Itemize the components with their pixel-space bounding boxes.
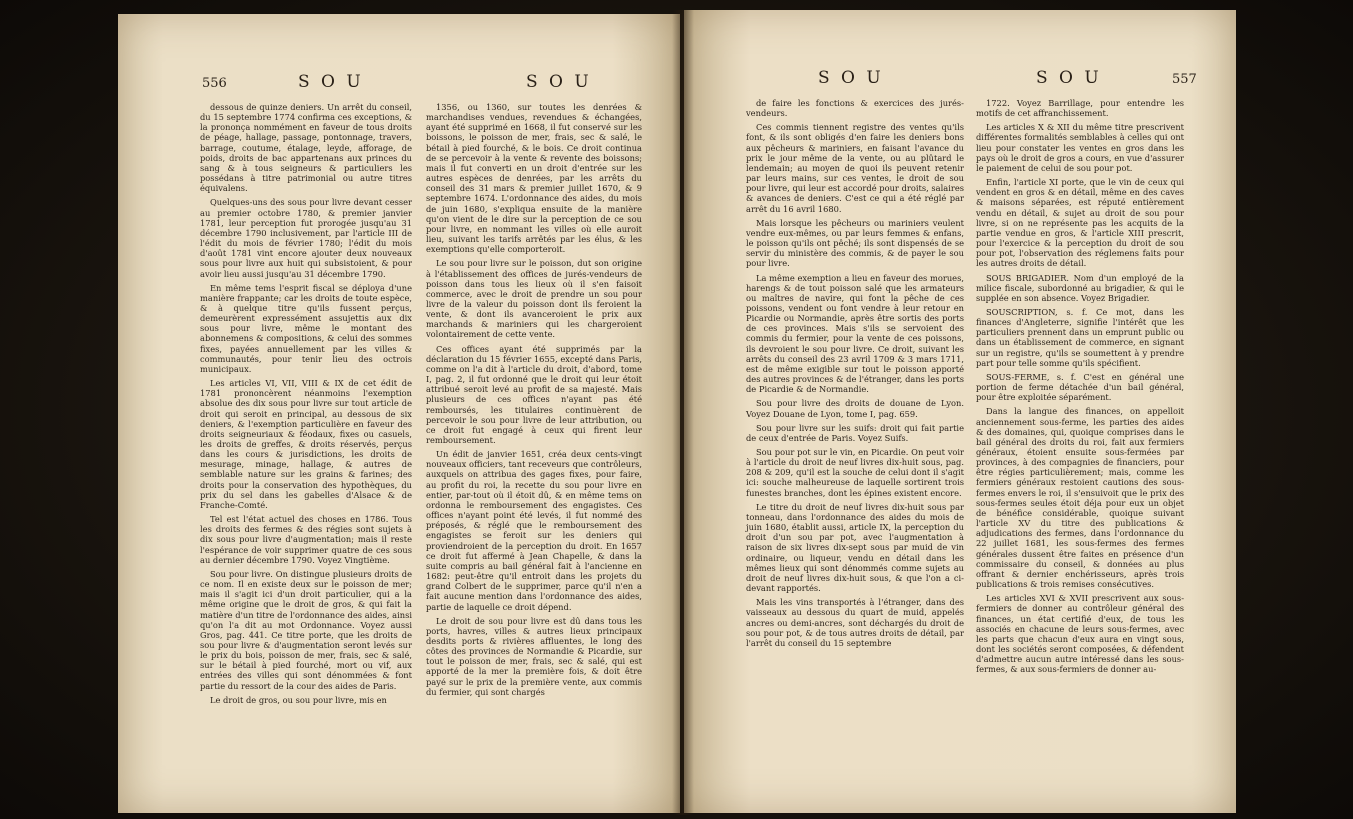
paragraph: SOUSCRIPTION, s. f. Ce mot, dans les finances d'Angleterre, signifie l'intérêt que les particuliers prennent dans un emprunt public ou dans un établissement de commerce, en signant sur un registre, qu'ils se soumettent à y prendre part pour telle somme qu'ils spécifient. xyxy=(976,306,1184,368)
paragraph: Sou pour livre des droits de douane de Lyon. Voyez Douane de Lyon, tome I, pag. 659. xyxy=(746,398,964,419)
paragraph: SOUS BRIGADIER. Nom d'un employé de la milice fiscale, subordonné au brigadier, & qui le supplée en son absence. Voyez Brigadier. xyxy=(976,272,1184,303)
paragraph: Le sou pour livre sur le poisson, dut son origine à l'établissement des offices de jurés-vendeurs de poisson dans tous les lieux où il s'en faisoit commerce, avec le droit de prendre un sou pour livre de la valeur du poisson dont ils feroient la vente, & dont ils avanceroient le prix aux marchands & mariniers qui les chargeroient volontairement de cette vente. xyxy=(426,258,642,340)
paragraph: Ces commis tiennent registre des ventes qu'ils font, & ils sont obligés d'en faire les deniers bons aux pêcheurs & mariniers, en faisant l'avance du prix le jour même de la vente, ou au plûtard le lendemain; au moyen de quoi ils peuvent retenir par leurs mains, sur ces ventes, le droit de sou pour livre, qui leur est accordé pour droits, salaires & avances de deniers. C'est ce qui a été réglé par arrêt du 16 avril 1680. xyxy=(746,122,964,214)
running-head-right-col1: S O U xyxy=(818,68,884,88)
right-page-column-2 xyxy=(976,98,1184,678)
paragraph: Le titre du droit de neuf livres dix-huit sous par tonneau, dans l'ordonnance des aides du mois de juin 1680, établit aussi, article IX, la perception du droit d'un sou par pot, avec l'augmentation à raison de six livres dix-sept sous par muid de vin ordinaire, ou liqueur, vendu en détail dans les mêmes lieux qui sont dénommés comme sujets au droit de neuf livres dix-huit sous, & que l'on a ci-devant rapportés. xyxy=(746,501,964,594)
paragraph: En même tems l'esprit fiscal se déploya d'une manière frappante; car les droits de toute espèce, & à quelque titre qu'ils fussent perçus, demeurèrent expressément assujettis aux dix sous pour livre, même le montant des abonnemens & compositions, & celui des sommes fixes, payées annuellement par les villes & communautés, pour tenir lieu des octrois municipaux. xyxy=(200,282,412,374)
page-number-right: 557 xyxy=(1172,72,1197,87)
left-page-column-1 xyxy=(200,102,412,709)
paragraph: Mais les vins transportés à l'étranger, dans des vaisseaux au dessous du quart de muid, appelés ancres ou demi-ancres, sont déchargés du droit de sou pour pot, & de tous autres droits de détail, par l'arrêt du conseil du 15 septembre xyxy=(746,597,964,648)
running-head-left-col2: S O U xyxy=(526,72,592,92)
left-page xyxy=(118,14,680,813)
running-head-left-col1: S O U xyxy=(298,72,364,92)
paragraph: Les articles X & XII du même titre prescrivent différentes formalités semblables à celles qui ont lieu pour constater les ventes en gros dans les pays où le droit de gros a cours, en vue d'assurer le paiement de celui de sou pour pot. xyxy=(976,122,1184,173)
paragraph: SOUS-FERME, s. f. C'est en général une portion de ferme détachée d'un bail général, pour être exploitée séparément. xyxy=(976,371,1184,403)
paragraph: de faire les fonctions & exercices des jurés-vendeurs. xyxy=(746,98,964,119)
paragraph: Le droit de gros, ou sou pour livre, mis en xyxy=(210,694,387,705)
paragraph: Quelques-uns des sous pour livre devant cesser au premier octobre 1780, & premier janvier 1781, leur perception fut prorogée jusqu'au 31 décembre 1790 inclusivement, par l'article III de l'édit du mois de février 1780; l'édit du mois d'août 1781 vint encore ajouter deux nouveaux sous pour livre aux huit qui subsistoient, & pour avoir lieu aussi jusqu'au 31 décembre 1790. xyxy=(200,197,412,279)
paragraph: Sou pour livre sur les suifs: droit qui fait partie de ceux d'entrée de Paris. Voyez Suifs. xyxy=(746,422,964,443)
paragraph: Les articles XVI & XVII prescrivent aux sous-fermiers de donner au contrôleur général des finances, un état certifié d'eux, de tous les associés en chacune de leurs sous-fermes, avec les parts que chacun d'eux aura en vingt sous, dont les sociétés seront composées, & défendent d'admettre aucun autre intéressé dans les sous-fermes, & aux sous-fermiers de donner au- xyxy=(976,593,1184,675)
running-head-right-col2: S O U xyxy=(1036,68,1102,88)
paragraph: Un édit de janvier 1651, créa deux cents-vingt nouveaux officiers, tant receveurs que contrôleurs, auxquels on attribua des gages fixes, pour faire, au profit du roi, la recette du sou pour livre en entier, par-tout où il étoit dû, & en même tems on ordonna le remboursement des engagistes. Ces offices n'ayant point été levés, il fut nommé des préposés, & réglé que le remboursement des engagistes se feroit sur les deniers qui proviendroient de la perception du droit. En 1657 ce droit fut affermé à Jean Chapelle, & dans la suite compris au bail général fait à l'ancienne en 1682: peut-être qu'il entroit dans les projets du grand Colbert de le supprimer, parce qu'il n'en a fait aucune mention dans l'ordonnance des aides, partie de laquelle ce droit dépend. xyxy=(426,449,642,612)
paragraph: dessous de quinze deniers. Un arrêt du conseil, du 15 septembre 1774 confirma ces exceptions, & la prononça nommément en faveur de tous droits de péage, hallage, passage, pontonnage, travers, barrage, coutume, étalage, leyde, afforage, de poids, droits de bac appartenans aux princes du sang & à tous seigneurs & particuliers les possédans à titre patrimonial ou autre titres équivalens. xyxy=(200,102,412,194)
paragraph: Dans la langue des finances, on appelloit anciennement sous-ferme, les parties des aides & des domaines, qui, quoique comprises dans le bail général des droits du roi, fait aux fermiers généraux, étoient ensuite sous-fermées par provinces, à des compagnies de financiers, pour être régies particulièrement; mais, comme les fermiers généraux restoient cautions des sous-fermes envers le roi, il s'ensuivoit que le prix des sous-fermes seules étoit déja pour eux un objet de bénéfice considérable, quoique suivant l'article XV du titre des publications & adjudications des fermes, dans l'ordonnance du 22 juillet 1681, les sous-fermes des fermes générales dussent être faites en présence d'un commissaire du conseil, & données au plus offrant & dernier enchérisseurs, après trois publications & trois remises consécutives. xyxy=(976,406,1184,590)
paragraph: Ces offices ayant été supprimés par la déclaration du 15 février 1655, excepté dans Paris, comme on l'a dit à l'article du droit, d'abord, tome I, pag. 2, il fut ordonné que le droit qui leur étoit attribué seroit levé au profit de sa majesté. Mais plusieurs de ces offices n'ayant pas été remboursés, les titulaires continuèrent de percevoir le sou pour livre de leur attribution, ou ce droit fut engagé à ceux qui firent leur remboursement. xyxy=(426,343,642,445)
paragraph: 1722. Voyez Barrillage, pour entendre les motifs de cet affranchissement. xyxy=(976,98,1184,119)
right-page xyxy=(684,10,1236,813)
book-gutter xyxy=(672,10,694,815)
paragraph: Tel est l'état actuel des choses en 1786. Tous les droits des fermes & des régies sont sujets à dix sous pour livre d'augmentation; mais il reste l'espérance de voir supprimer quatre de ces sous au dernier décembre 1790. Voyez Vingtième. xyxy=(200,514,412,565)
paragraph: 1356, ou 1360, sur toutes les denrées & marchandises vendues, revendues & échangées, ayant été supprimé en 1668, il fut conservé sur les boissons, le poisson de mer, frais, sec & salé, le bétail à pied fourché, & le bois. Ce droit continua de se percevoir à la vente & revente des boissons; mais il fut converti en un droit d'entrée sur les autres espèces de denrées, par les arrêts du conseil des 31 mars & premier juillet 1670, & 9 septembre 1674. L'ordonnance des aides, du mois de juin 1680, s'expliqua ensuite de la manière qu'on vient de le dire sur la perception de ce sou pour livre, en nommant les villes où elle auroit lieu, suivant les tarifs arrêtés par les élus, & les exemptions qu'elle comporteroit. xyxy=(426,102,642,255)
page-number-left: 556 xyxy=(202,76,227,91)
left-page-column-2 xyxy=(426,102,642,701)
paragraph: Mais lorsque les pêcheurs ou mariniers veulent vendre eux-mêmes, ou par leurs femmes & enfans, le poisson qu'ils ont pêché; ils sont dispensés de se servir du ministère des commis, & de payer le sou pour livre. xyxy=(746,217,964,269)
paragraph: Sou pour pot sur le vin, en Picardie. On peut voir à l'article du droit de neuf livres dix-huit sous, pag. 208 & 209, qu'il est la souche de celui dont il s'agit ici: souche malheureuse de laquelle sortirent trois funestes branches, dont les épines existent encore. xyxy=(746,447,964,498)
paragraph: Le droit de sou pour livre est dû dans tous les ports, havres, villes & autres lieux principaux desdits ports & rivières affluentes, le long des côtes des provinces de Normandie & Picardie, sur tout le poisson de mer, frais, sec & salé, qui est apporté de la mer la première fois, & doit être payé sur le prix de la première vente, aux commis du fermier, qui sont chargés xyxy=(426,615,642,697)
paragraph: Les articles VI, VII, VIII & IX de cet édit de 1781 prononcèrent néanmoins l'exemption absolue des dix sous pour livre sur tout article de droit qui seroit en principal, au dessous de six deniers, & l'exemption particulière en faveur des droits seigneuriaux & féodaux, fixes ou casuels, les droits de greffes, & droits réservés, perçus dans les cours & jurisdictions, les droits de mesurage, minage, hallage, & autres de semblable nature sur les grains & farines; des droits pour la conservation des hypothèques, du prix du sel dans les gabelles d'Alsace & de Franche-Comté. xyxy=(200,378,412,510)
paragraph: Sou pour livre. On distingue plusieurs droits de ce nom. Il en existe deux sur le poisson de mer; mais il s'agit ici d'un droit particulier, qui a la même origine que le droit de gros, & qui fait la matière d'un titre de l'ordonnance des aides, ainsi qu'on l'a dit au mot Ordonnance. Voyez aussi Gros, pag. 441. Ce titre porte, que les droits de sou pour livre & d'augmentation seront levés sur le prix du bois, poisson de mer, frais, sec & salé, sur le bétail à pied fourché, mort ou vif, aux entrées des villes qui sont dénommées & font partie du ressort de la cour des aides de Paris. xyxy=(200,568,412,691)
right-page-column-1 xyxy=(746,98,964,652)
paragraph: La même exemption a lieu en faveur des morues, harengs & de tout poisson salé que les armateurs ou maîtres de navire, qui font la pêche de ces poissons, vendent ou font vendre à leur retour en Picardie ou Normandie, après être sortis des ports de ces provinces. Mais s'ils se servoient des commis du fermier, pour la vente de ces poissons, ils devroient le sou pour livre. Ce droit, suivant les arrêts du conseil des 23 avril 1709 & 3 mars 1711, est de même exigible sur tout le poisson apporté des autres provinces & de l'étranger, dans les ports de Picardie & de Normandie. xyxy=(746,272,964,395)
paragraph: Enfin, l'article XI porte, que le vin de ceux qui vendent en gros & en détail, même en des caves & maisons séparées, est réputé entièrement vendu en détail, & sujet au droit de sou pour livre, si on ne représente pas les acquits de la partie vendue en gros, & l'article XIII prescrit, pour l'exercice & la perception du droit de sou pour pot, l'observation des réglemens faits pour les autres droits de détail. xyxy=(976,177,1184,269)
